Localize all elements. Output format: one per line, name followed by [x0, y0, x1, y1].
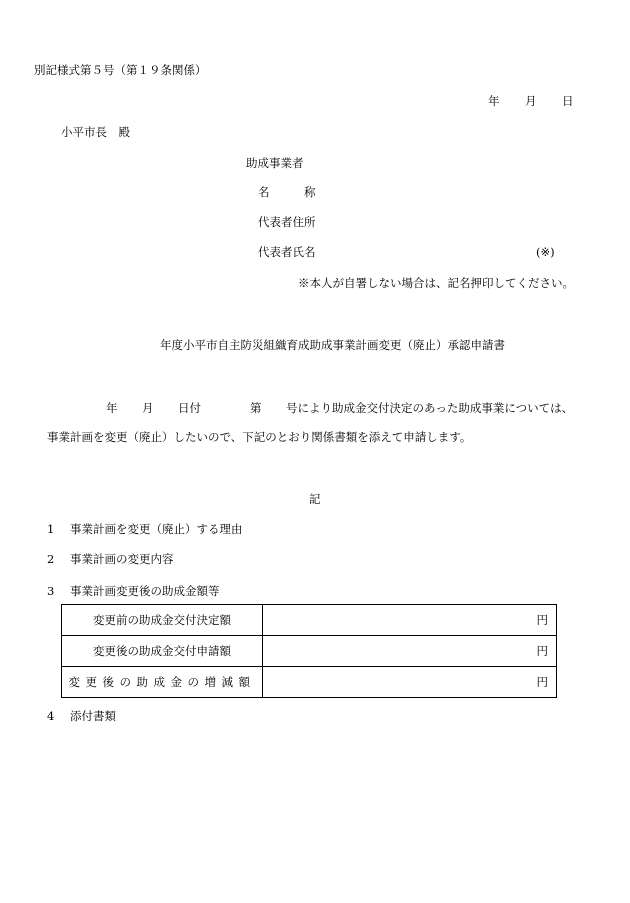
- address-label: 代表者住所: [258, 215, 316, 229]
- body-line2: 事業計画を変更（廃止）したいので、下記のとおり関係書類を添えて申請します。: [47, 430, 472, 444]
- table-row: [62, 667, 557, 698]
- item-2-text: 事業計画の変更内容: [70, 552, 174, 566]
- table-row: [62, 605, 557, 636]
- date-day: 日: [562, 94, 574, 108]
- signature-note: ※本人が自署しない場合は、記名押印してください。: [298, 276, 574, 290]
- item-4-num: 4: [47, 709, 55, 723]
- applicant-heading: 助成事業者: [246, 156, 304, 170]
- item-4-text: 添付書類: [70, 709, 116, 723]
- document-title: 年度小平市自主防災組織育成助成事業計画変更（廃止）承認申請書: [160, 338, 505, 352]
- rep-name-label: 代表者氏名: [258, 245, 316, 259]
- name-label: 名 称: [258, 185, 316, 199]
- row-value-change: 円: [263, 667, 557, 698]
- table-row: [62, 636, 557, 667]
- row-value-before: 円: [263, 605, 557, 636]
- addressee: 小平市長 殿: [61, 125, 130, 139]
- amount-table: [61, 604, 557, 698]
- row-label-after: 変更後の助成金交付申請額: [62, 636, 263, 667]
- body-line1-rest: 号により助成金交付決定のあった助成事業については、: [286, 401, 574, 415]
- ki-heading: 記: [309, 492, 321, 506]
- row-label-before: 変更前の助成金交付決定額: [62, 605, 263, 636]
- item-1-num: 1: [47, 522, 55, 536]
- item-3-text: 事業計画変更後の助成金額等: [70, 584, 220, 598]
- body-month: 月: [142, 401, 154, 415]
- form-number: 別記様式第５号（第１９条関係）: [34, 63, 207, 77]
- date-month: 月: [525, 94, 537, 108]
- body-no: 第: [250, 401, 262, 415]
- row-label-change: 変更後の助成金の増減額: [62, 667, 263, 698]
- item-2-num: 2: [47, 552, 55, 566]
- body-dated: 日付: [178, 401, 201, 415]
- item-1-text: 事業計画を変更（廃止）する理由: [70, 522, 243, 536]
- date-year: 年: [488, 94, 500, 108]
- row-value-after: 円: [263, 636, 557, 667]
- body-year: 年: [106, 401, 118, 415]
- item-3-num: 3: [47, 584, 55, 598]
- seal-mark: (※): [536, 245, 555, 259]
